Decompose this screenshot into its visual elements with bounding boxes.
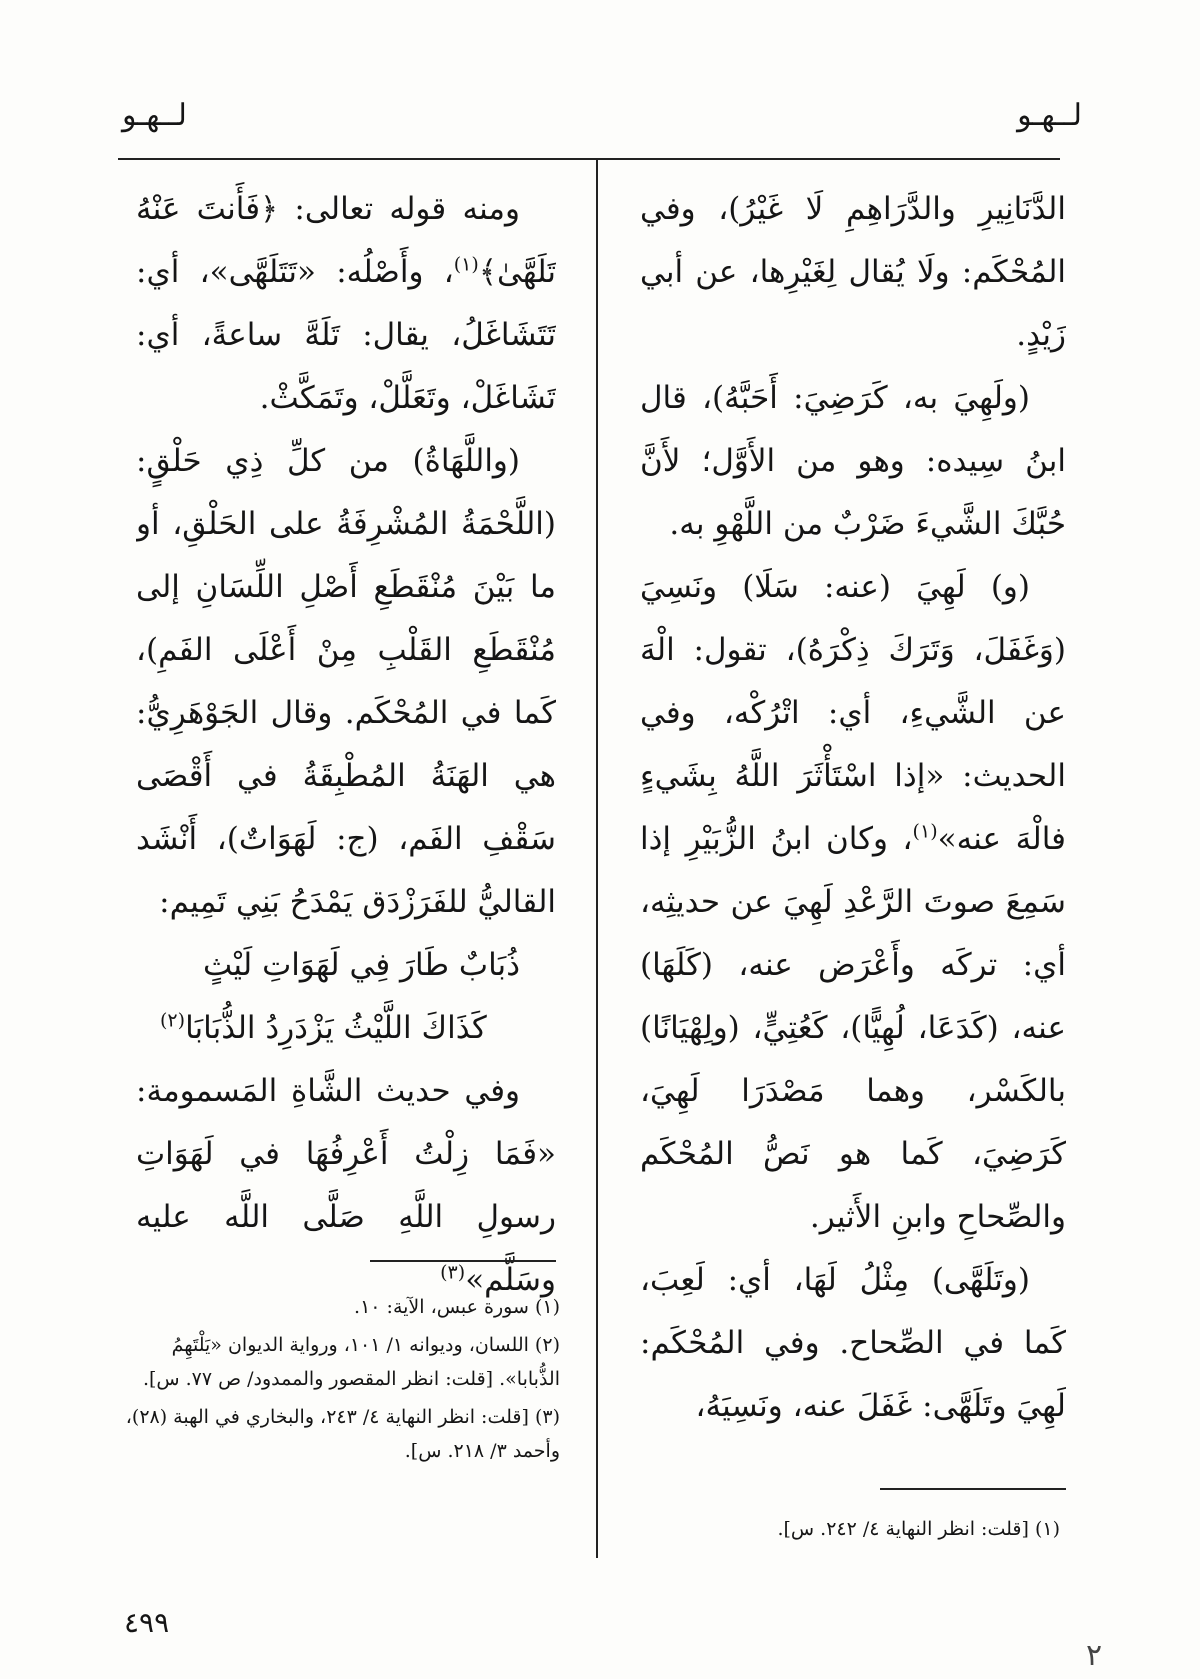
header-title-left: لــهـو	[122, 98, 187, 133]
page-number: ٤٩٩	[124, 1606, 170, 1639]
footnote-rule-right	[880, 1488, 1066, 1490]
left-paragraph-1-text: ومنه قوله تعالى: ﴿فَأَنتَ عَنْهُ تَلَهَّىٰ﴾	[136, 191, 556, 290]
footnote-left-2: (٢) اللسان، وديوانه ١/ ١٠١، ورواية الديوان «يَلْتَهِمُ الذُّبابا». [قلت: انظر المقصور والممدود/ ص ٧٧. س].	[142, 1334, 560, 1390]
verse-line-2	[136, 997, 556, 1060]
column-divider	[596, 158, 598, 1558]
footnote-rule-left	[370, 1260, 556, 1262]
right-paragraph-3	[640, 556, 1066, 1249]
footnote-ref: (٢)	[160, 1009, 186, 1032]
footnote-ref: (١)	[912, 820, 938, 843]
footnote-right-1: (١) [قلت: انظر النهاية ٤/ ٢٤٢. س].	[777, 1518, 1060, 1540]
footnotes-left	[120, 1290, 560, 1472]
left-paragraph-1-cont: ، وأَصْلُه: «تَتَلَهَّى»، أي: تَتَشَاغَلُ، يقال: تَلَهَّ ساعةً، أي: تَشَاغَلْ، وتَعَلَّلْ، وتَمَكَّثْ.	[136, 254, 556, 416]
verse-line-2-text: كَذَاكَ اللَّيْثُ يَزْدَرِدُ الذُّبَابَا	[185, 1010, 487, 1046]
footnote-left-3: (٣) [قلت: انظر النهاية ٤/ ٢٤٣، والبخاري في الهبة (٢٨)، وأحمد ٣/ ٢١٨. س].	[125, 1406, 560, 1462]
left-paragraph-3-text: وفي حديث الشَّاةِ المَسمومة: «فَمَا زِلْتُ أَعْرِفُهَا في لَهَوَاتِ رسولِ اللَّهِ صَلَّى اللَّه عليه وسَلَّم»	[136, 1073, 556, 1298]
footnote-left-1: (١) سورة عبس، الآية: ١٠.	[354, 1296, 560, 1318]
page-edge-mark: ٢	[1086, 1638, 1103, 1673]
left-paragraph-2: (واللَّهَاةُ) من كلِّ ذِي حَلْقٍ: (اللَّحْمَةُ المُشْرِفَةُ على الحَلْقِ، أو ما بَيْنَ مُنْقَطَعِ أَصْلِ اللِّسَانِ إلى مُنْقَطَعِ القَلْبِ مِنْ أَعْلَى الفَمِ)، كَما في المُحْكَم. وقال الجَوْهَرِيُّ: هي الهَنَةُ المُطْبِقَةُ في أَقْصَى سَقْفِ الفَم، (ج: لَهَوَاتٌ)، أَنْشَد القاليُّ للفَرَزْدَق يَمْدَحُ بَنِي تَمِيم:	[136, 443, 556, 920]
header-rule	[118, 158, 1060, 160]
right-column	[640, 178, 1066, 1558]
right-paragraph-1: الدَّنَانِيرِ والدَّرَاهِمِ لَا غَيْرُ)، وفي المُحْكَم: ولَا يُقال لِغَيْرِها، عن أبي زَيْدٍ.	[640, 191, 1066, 353]
right-paragraph-2: (ولَهِيَ به، كَرَضِيَ: أَحَبَّهُ)، قال ابنُ سِيده: وهو من الأَوَّل؛ لأَنَّ حُبَّكَ الشَّيءَ ضَرْبٌ من اللَّهْوِ به.	[640, 380, 1066, 542]
verse-line-1: ذُبَابٌ طَارَ فِي لَهَوَاتِ لَيْثٍ	[202, 947, 520, 983]
right-paragraph-4: (وتَلَهَّى) مِثْلُ لَهَا، أي: لَعِبَ، كَما في الصِّحاح. وفي المُحْكَم: لَهِيَ وتَلَهَّى: غَفَلَ عنه، ونَسِيَهُ،	[640, 1262, 1066, 1424]
left-paragraph-1	[136, 178, 556, 430]
right-paragraph-3-cont: ، وكان ابنُ الزُّبَيْرِ إذا سَمِعَ صوتَ الرَّعْدِ لَهِيَ عن حديثِه، أي: تركَه وأَعْرَض عنه، (كَلَهَا) عنه، (كَدَعَا، لُهِيًّا)، كَعُتِيٍّ، (ولِهْيَانًا) بالكَسْر، وهما مَصْدَرَا لَهِيَ، كَرَضِيَ، كَما هو نَصُّ المُحْكَم والصِّحاحِ وابنِ الأَثير.	[640, 821, 1066, 1235]
header-title-right: لــهـو	[1017, 98, 1082, 133]
footnote-ref: (١)	[453, 253, 479, 276]
footnote-ref: (٣)	[440, 1261, 466, 1284]
right-paragraph-3-text: (و) لَهِيَ (عنه: سَلَا) ونَسِيَ (وَغَفَلَ، وَتَرَكَ ذِكْرَهُ)، تقول: الْهَ عن الشَّيءِ، أي: اتْرُكْه، وفي الحديث: «إذا اسْتَأْثَرَ اللَّهُ بِشَيءٍ فالْهَ عنه»	[640, 569, 1066, 857]
left-paragraph-3	[136, 1060, 556, 1312]
footnotes-right	[640, 1512, 1060, 1550]
